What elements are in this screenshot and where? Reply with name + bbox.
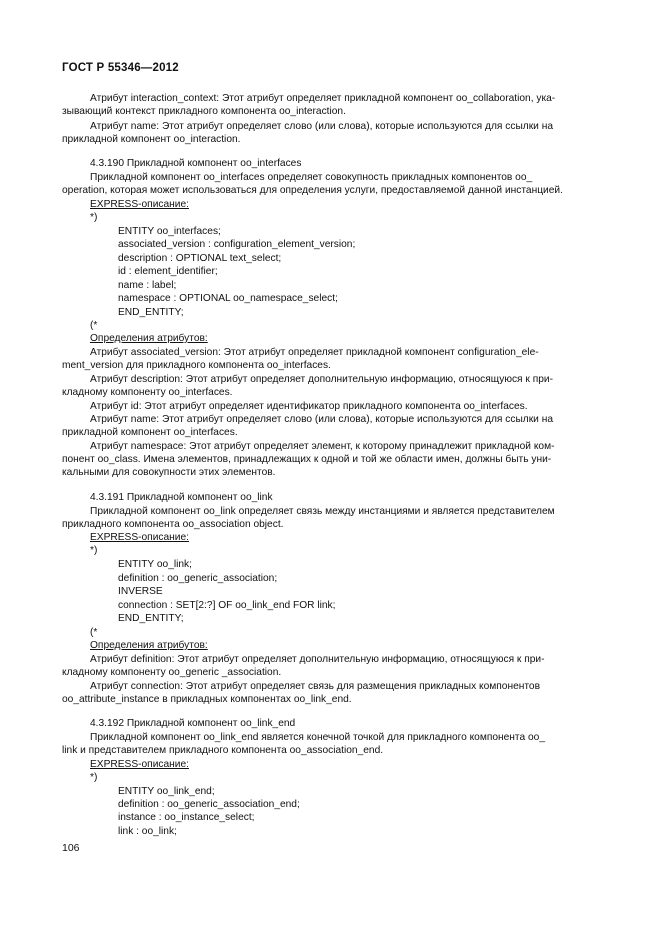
code-line: link : oo_link; — [118, 826, 177, 837]
code-line: name : label; — [118, 280, 177, 291]
code-line: description : OPTIONAL text_select; — [118, 253, 282, 264]
code-delimiter: *) — [90, 545, 98, 556]
text-line: ment_version для прикладного компонента oo_interfaces. — [62, 360, 331, 371]
text-line: кладному компоненту oo_generic _association. — [62, 667, 282, 678]
code-line: namespace : OPTIONAL oo_namespace_select; — [118, 293, 338, 304]
code-line: END_ENTITY; — [118, 307, 184, 318]
code-line: INVERSE — [118, 586, 163, 597]
text-line: Атрибут name: Этот атрибут определяет слово (или слова), которые используются для ссылки на — [90, 121, 553, 132]
text-line: Прикладной компонент oo_link_end является конечной точкой для прикладного компонента oo_ — [90, 732, 545, 743]
text-line: понент oo_class. Имена элементов, принадлежащих к одной и той же области имен, должны быть уни- — [62, 454, 552, 465]
attributes-heading: Определения атрибутов: — [90, 640, 208, 651]
text-line: кладному компоненту oo_interfaces. — [62, 387, 233, 398]
code-line: associated_version : configuration_element_version; — [118, 239, 356, 250]
code-delimiter: (* — [90, 320, 98, 331]
code-line: definition : oo_generic_association; — [118, 573, 278, 584]
text-line: прикладной компонент oo_interaction. — [62, 134, 241, 145]
text-line: Атрибут associated_version: Этот атрибут определяет прикладной компонент configuration_ele- — [90, 347, 539, 358]
code-line: connection : SET[2:?] OF oo_link_end FOR link; — [118, 600, 336, 611]
text-line: прикладного компонента oo_association object. — [62, 519, 284, 530]
text-line: Атрибут connection: Этот атрибут определяет связь для размещения прикладных компонентов — [90, 681, 541, 692]
text-line: прикладной компонент oo_interfaces. — [62, 427, 238, 438]
text-line: Атрибут name: Этот атрибут определяет слово (или слова), которые используются для ссылки на — [90, 414, 553, 425]
text-line: oo_attribute_instance в прикладных компонентах oo_link_end. — [62, 694, 352, 705]
code-delimiter: *) — [90, 212, 98, 223]
text-line: зывающий контекст прикладного компонента oo_interaction. — [62, 106, 346, 117]
document-header: ГОСТ Р 55346—2012 — [62, 62, 179, 74]
section-heading: 4.3.190 Прикладной компонент oo_interfaces — [90, 158, 302, 169]
text-line: Прикладной компонент oo_interfaces определяет совокупность прикладных компонентов oo_ — [90, 172, 533, 183]
text-line: Прикладной компонент oo_link определяет связь между инстанциями и является представителем — [90, 506, 555, 517]
express-heading: EXPRESS-описание: — [90, 199, 189, 210]
section-heading: 4.3.191 Прикладной компонент oo_link — [90, 492, 273, 503]
page-number: 106 — [62, 842, 80, 854]
code-line: instance : oo_instance_select; — [118, 812, 255, 823]
section-heading: 4.3.192 Прикладной компонент oo_link_end — [90, 718, 296, 729]
express-heading: EXPRESS-описание: — [90, 759, 189, 770]
code-line: ENTITY oo_interfaces; — [118, 226, 221, 237]
code-line: definition : oo_generic_association_end; — [118, 799, 300, 810]
code-line: END_ENTITY; — [118, 613, 184, 624]
text-line: кальными для совокупности этих элементов. — [62, 467, 276, 478]
attributes-heading: Определения атрибутов: — [90, 333, 208, 344]
text-line: link и представителем прикладного компонента oo_association_end. — [62, 745, 384, 756]
code-delimiter: (* — [90, 627, 98, 638]
code-line: ENTITY oo_link; — [118, 559, 192, 570]
text-line: Атрибут definition: Этот атрибут определяет дополнительную информацию, относящуюся к при- — [90, 654, 545, 665]
code-line: ENTITY oo_link_end; — [118, 786, 215, 797]
text-line: Атрибут id: Этот атрибут определяет идентификатор прикладного компонента oo_interfaces. — [90, 401, 528, 412]
code-delimiter: *) — [90, 772, 98, 783]
code-line: id : element_identifier; — [118, 266, 218, 277]
text-line: Атрибут namespace: Этот атрибут определяет элемент, к которому принадлежит прикладной ком- — [90, 441, 555, 452]
text-line: Атрибут interaction_context: Этот атрибут определяет прикладной компонент oo_collaboration, ука- — [90, 93, 556, 104]
text-line: operation, которая может использоваться для определения услуги, предоставляемой данной инстанцией. — [62, 185, 563, 196]
express-heading: EXPRESS-описание: — [90, 532, 189, 543]
text-line: Атрибут description: Этот атрибут определяет дополнительную информацию, относящуюся к при- — [90, 374, 553, 385]
